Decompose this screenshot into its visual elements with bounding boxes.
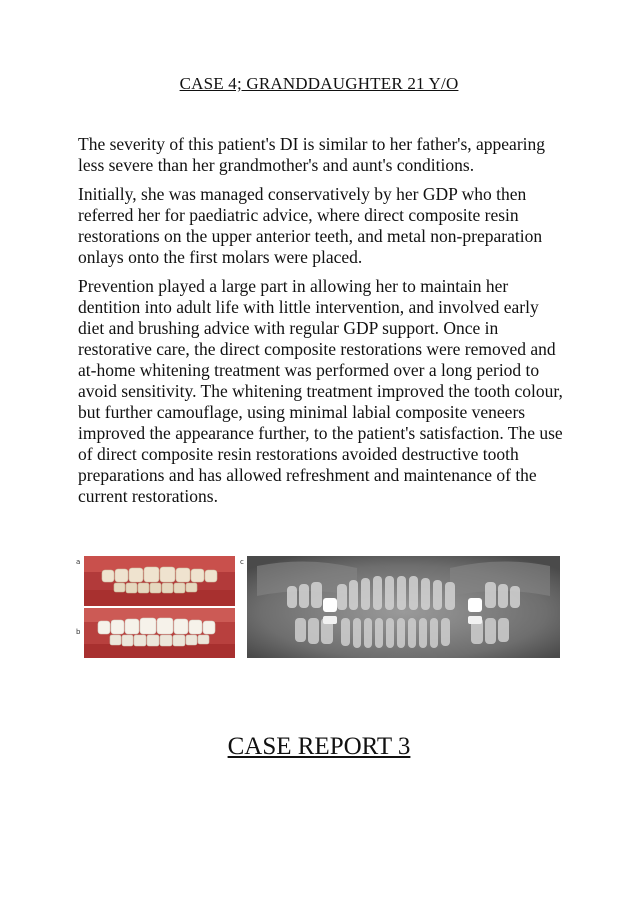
figure-label-c: c xyxy=(240,558,244,566)
intraoral-photo-before xyxy=(84,556,235,606)
paragraph-2: Initially, she was managed conservatively by her GDP who then referred her for paediatric advice, where direct composite resin restorations on the upper anterior teeth, and metal non-preparation onlays onto the first molars were placed. xyxy=(78,184,543,267)
report-title: CASE REPORT 3 xyxy=(227,733,411,760)
body-text xyxy=(78,134,568,515)
paragraph-1: The severity of this patient's DI is similar to her father's, appearing less severe than her grandmother's and aunt's conditions. xyxy=(78,134,546,175)
case-title: CASE 4; GRANDDAUGHTER 21 Y/O xyxy=(179,74,459,93)
figure-label-b: b xyxy=(76,628,81,636)
figure-label-a: a xyxy=(76,558,81,566)
paragraph-3: Prevention played a large part in allowing her to maintain her dentition into adult life with little intervention, and involved early diet and brushing advice with regular GDP support. Once in restorative care, the direct composite restorations were removed and at-home whitening treatment was performed over a long period to avoid sensitivity. The whitening treatment improved the tooth colour, but further camouflage, using minimal labial composite veneers improved the appearance further, to the patient's satisfaction. The use of direct composite resin restorations avoided destructive tooth preparations and has allowed refreshment and maintenance of the current restorations. xyxy=(78,276,563,506)
intraoral-photo-after xyxy=(84,608,235,658)
panoramic-radiograph xyxy=(247,556,560,658)
